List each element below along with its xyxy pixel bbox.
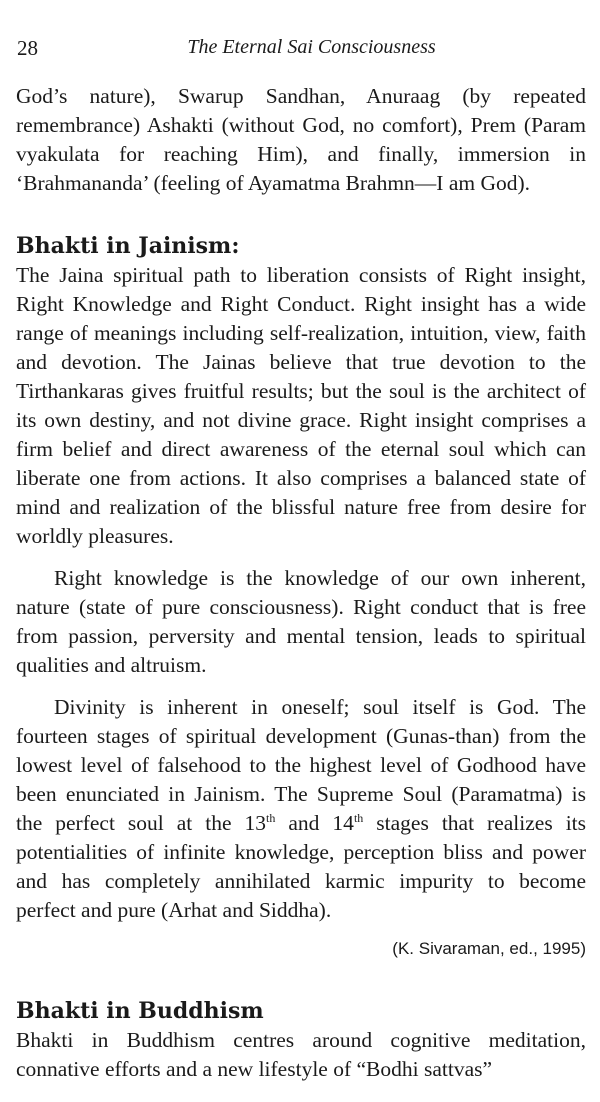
body-text (16, 82, 586, 1084)
paragraph-jaina-path: The Jaina spiritual path to liberation consists of Right insight, Right Knowledge and Right Conduct. Right insight has a wide range of meanings including self-realization, intuition, view, faith and devotion. The Jainas believe that true devotion to the Tirthankaras gives fruitful results; but the soul is the architect of its own destiny, and not divine grace. Right insight comprises a firm belief and direct awareness of the eternal soul which can liberate one from actions. It also comprises a balanced state of mind and realization of the blissful nature free from desire for worldly pleasures. (16, 263, 586, 548)
paragraph-divinity-part-c: stages that realizes its potentialities of infinite knowledge, perception bliss and power and has completely annihilated karmic impurity to become perfect and pure (Arhat and Siddha). (16, 811, 587, 922)
page-header (17, 36, 586, 66)
paragraph-divinity (16, 693, 586, 925)
citation: (K. Sivaraman, ed., 1995) (392, 939, 586, 958)
superscript-ordinal: th (266, 810, 276, 825)
page-number: 28 (17, 36, 38, 60)
section-heading-jainism: Bhakti in Jainism: (16, 233, 240, 259)
running-title: The Eternal Sai Consciousness (187, 36, 436, 58)
paragraph-buddhism: Bhakti in Buddhism centres around cognitive meditation, connative efforts and a new lifestyle of “Bodhi sattvas” (16, 1028, 586, 1081)
section-heading-buddhism: Bhakti in Buddhism (16, 998, 264, 1024)
paragraph-continuation: God’s nature), Swarup Sandhan, Anuraag (by repeated remembrance) Ashakti (without God, no comfort), Prem (Param vyakulata for reaching Him), and finally, immersion in ‘Brahmananda’ (feeling of Ayamatma Brahmn—I am God). (16, 84, 586, 195)
paragraph-divinity-part-a: Divinity is inherent in oneself; soul itself is God. The fourteen stages of spiritual development (Gunas-than) from the lowest level of falsehood to the highest level of Godhood have been enunciated in Jainism. The Supreme Soul (Paramatma) is the perfect soul at the 13 (16, 695, 586, 835)
superscript-ordinal: th (353, 810, 364, 825)
paragraph-divinity-part-b: and 14 (275, 811, 354, 835)
paragraph-right-knowledge: Right knowledge is the knowledge of our own inherent, nature (state of pure consciousness). Right conduct that is free from passion, perversity and mental tension, leads to spiritual qualities and altruism. (16, 566, 586, 677)
